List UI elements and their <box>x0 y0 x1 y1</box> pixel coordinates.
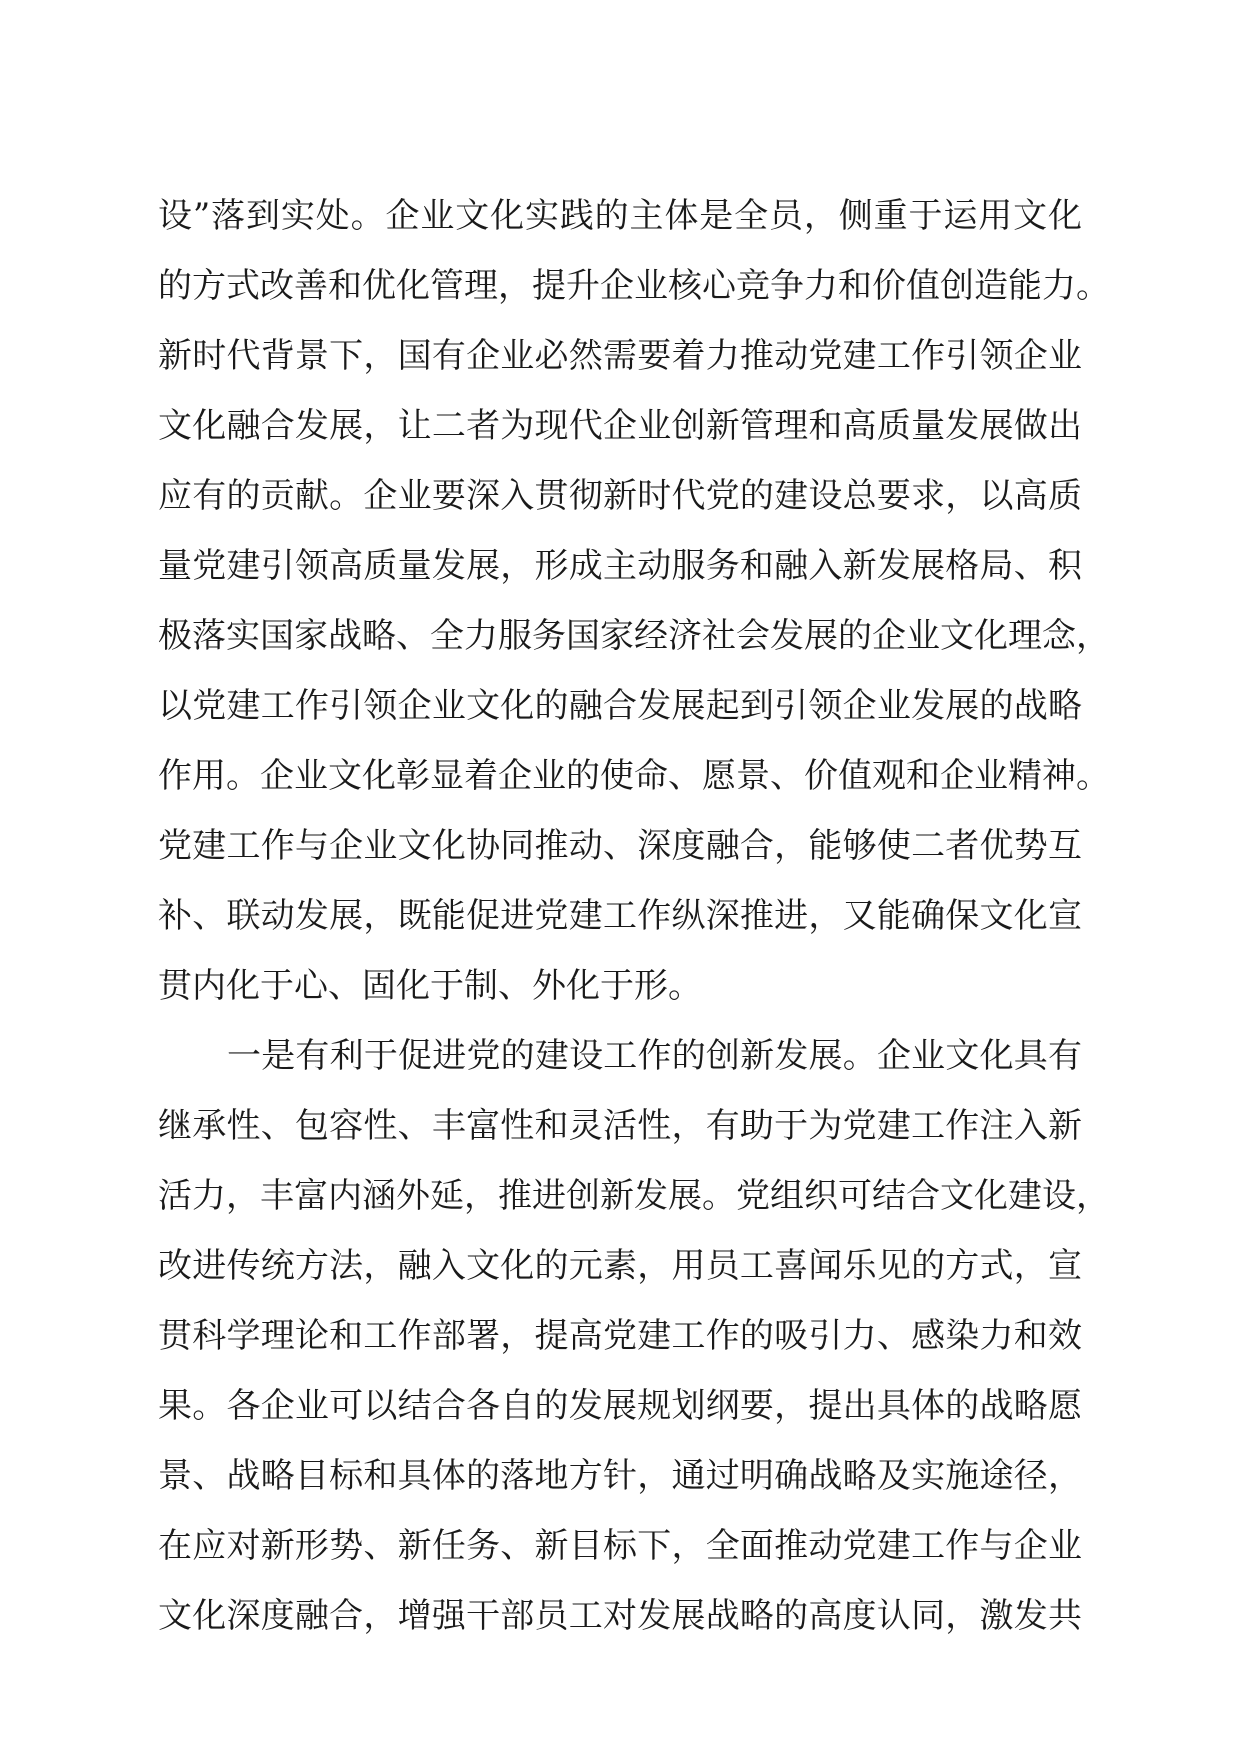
text-line: 以党建工作引领企业文化的融合发展起到引领企业发展的战略 <box>158 686 1082 726</box>
text-line: 新时代背景下，国有企业必然需要着力推动党建工作引领企业 <box>158 336 1082 376</box>
text-line: 极落实国家战略、全力服务国家经济社会发展的企业文化理念， <box>158 616 1110 656</box>
text-line: 文化深度融合，增强干部员工对发展战略的高度认同，激发共 <box>158 1596 1082 1636</box>
text-line: 在应对新形势、新任务、新目标下，全面推动党建工作与企业 <box>158 1526 1082 1566</box>
text-line: 设”落到实处。企业文化实践的主体是全员，侧重于运用文化 <box>158 196 1082 236</box>
text-line: 活力，丰富内涵外延，推进创新发展。党组织可结合文化建设， <box>158 1176 1110 1216</box>
text-line: 应有的贡献。企业要深入贯彻新时代党的建设总要求，以高质 <box>158 476 1082 516</box>
text-line: 贯内化于心、固化于制、外化于形。 <box>158 966 702 1006</box>
text-line: 的方式改善和优化管理，提升企业核心竞争力和价值创造能力。 <box>158 266 1110 306</box>
text-line: 文化融合发展，让二者为现代企业创新管理和高质量发展做出 <box>158 406 1082 446</box>
text-line: 果。各企业可以结合各自的发展规划纲要，提出具体的战略愿 <box>158 1386 1082 1426</box>
text-line: 党建工作与企业文化协同推动、深度融合，能够使二者优势互 <box>158 826 1082 866</box>
text-line: 补、联动发展，既能促进党建工作纵深推进，又能确保文化宣 <box>158 896 1082 936</box>
text-line: 作用。企业文化彰显着企业的使命、愿景、价值观和企业精神。 <box>158 756 1110 796</box>
text-line: 继承性、包容性、丰富性和灵活性，有助于为党建工作注入新 <box>158 1106 1082 1146</box>
text-line: 量党建引领高质量发展，形成主动服务和融入新发展格局、积 <box>158 546 1082 586</box>
text-line: 景、战略目标和具体的落地方针，通过明确战略及实施途径， <box>158 1456 1082 1496</box>
text-line: 改进传统方法，融入文化的元素，用员工喜闻乐见的方式，宣 <box>158 1246 1082 1286</box>
text-line: 贯科学理论和工作部署，提高党建工作的吸引力、感染力和效 <box>158 1316 1082 1356</box>
paragraph-first-line: 一是有利于促进党的建设工作的创新发展。企业文化具有 <box>227 1036 1082 1076</box>
